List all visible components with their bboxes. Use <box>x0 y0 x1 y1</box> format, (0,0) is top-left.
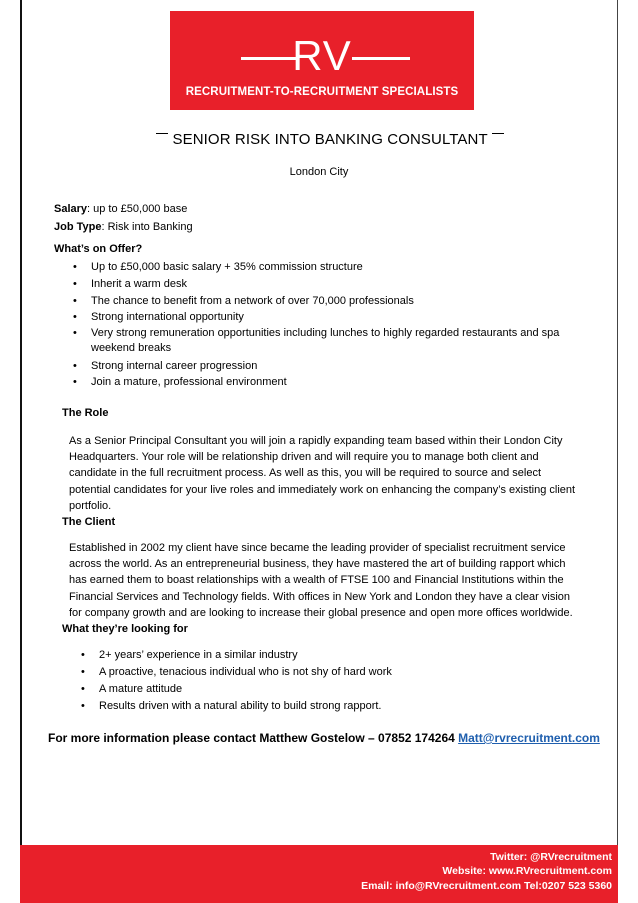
contact-email-link[interactable]: Matt@rvrecruitment.com <box>458 731 600 745</box>
role-description: As a Senior Principal Consultant you will join a rapidly expanding team based within their London City Headquarters. Your role will be relationship driven and will require you to manage both client and candidate in the full recruitment process. As well as this, you will be required to source and select potential candidates for your live roles and immediately work on enhancing the company’s existing client portfolio. <box>69 435 576 512</box>
job-title <box>0 131 638 148</box>
footer-bar <box>20 845 618 903</box>
job-title-text: SENIOR RISK INTO BANKING CONSULTANT <box>172 131 488 148</box>
job-type-value: : Risk into Banking <box>101 221 193 233</box>
job-location: London City <box>289 166 349 178</box>
footer-website: Website: www.RVrecruitment.com <box>442 865 612 877</box>
client-heading: The Client <box>62 516 116 528</box>
page-left-border <box>20 0 22 845</box>
job-type-line <box>54 220 193 234</box>
footer-twitter: Twitter: @RVrecruitment <box>490 851 612 863</box>
title-rule-right <box>492 133 504 134</box>
company-logo <box>170 11 474 110</box>
role-heading: The Role <box>62 407 109 419</box>
footer-email-tel: Email: info@RVrecruitment.com Tel:0207 523 5360 <box>361 880 612 892</box>
contact-line <box>48 731 600 745</box>
salary-line <box>54 202 187 216</box>
page-right-border <box>617 0 618 845</box>
logo-rule-right <box>352 57 410 60</box>
salary-label: Salary <box>54 203 88 215</box>
job-type-label: Job Type <box>54 221 102 233</box>
logo-mark: RV <box>292 32 352 79</box>
logo-tagline: RECRUITMENT-TO-RECRUITMENT SPECIALISTS <box>185 86 459 98</box>
looking-for-heading: What they’re looking for <box>62 623 188 635</box>
salary-value: : up to £50,000 base <box>87 203 188 215</box>
client-description: Established in 2002 my client have since became the leading provider of specialist recruitment service across the world. As an entrepreneurial business, they have mastered the art of building rapport which has earned them to boast relationships with a wealth of FTSE 100 and Financial Institutions within the Financial Services and Technology fields. With offices in New York and London they have a clear vision for company growth and are looking to increase their global presence and open more offices worldwide. <box>69 542 573 619</box>
offer-heading: What’s on Offer? <box>54 243 143 255</box>
contact-text: For more information please contact Matthew Gostelow – 07852 174264 <box>48 731 459 745</box>
title-rule-left <box>156 133 168 134</box>
